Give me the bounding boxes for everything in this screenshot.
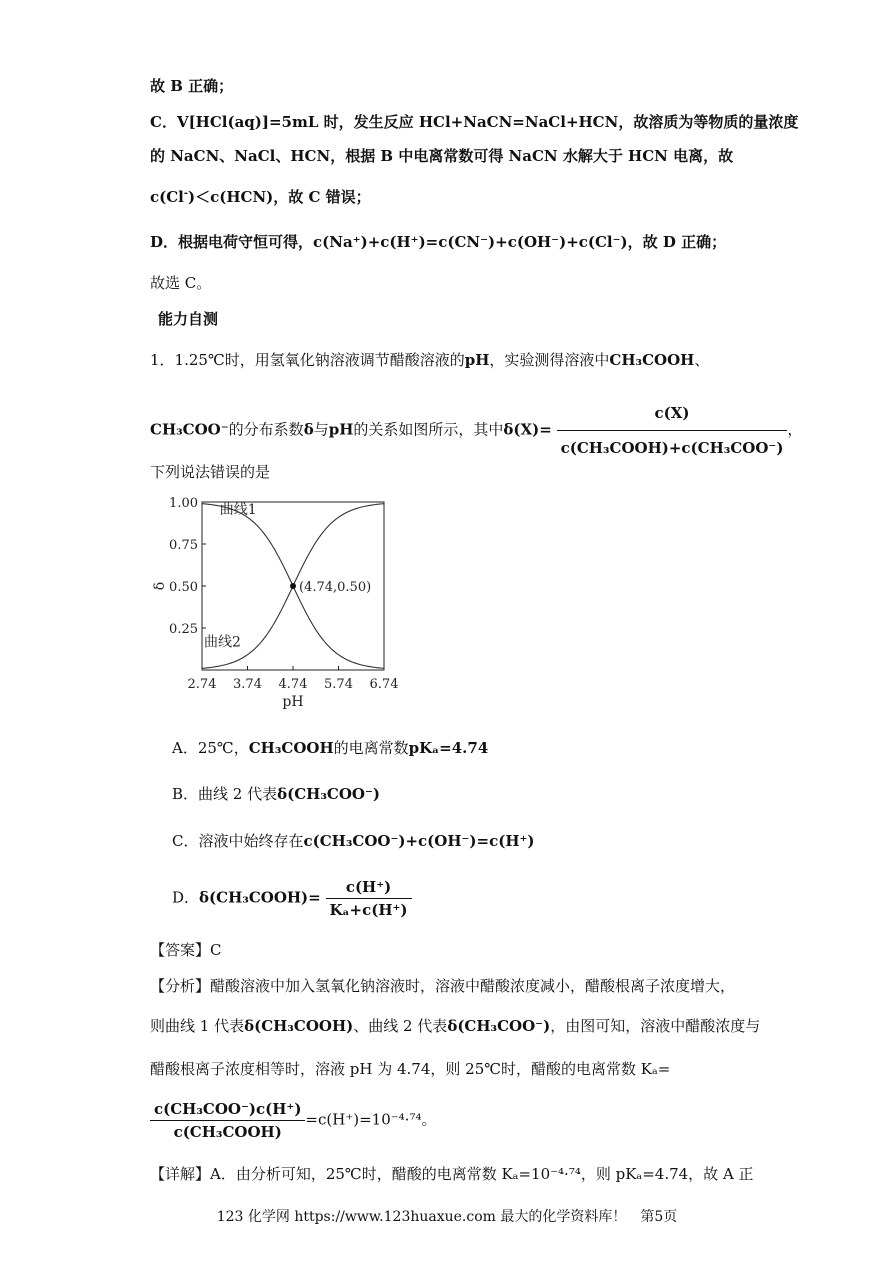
an2-a: 则曲线 1 代表 xyxy=(150,1017,245,1035)
an2-c: 、曲线 2 代表 xyxy=(353,1017,448,1035)
q1-e: 、 xyxy=(694,351,710,369)
ka-den: c(CH₃COOH) xyxy=(173,1123,282,1141)
option-b-formula: δ(CH₃COO⁻) xyxy=(277,785,380,803)
line5-tail: ，故 D 正确； xyxy=(627,233,727,251)
option-a-lead: A．25℃， xyxy=(172,739,249,757)
text-line-4 xyxy=(150,184,371,207)
text-line-2: C．V[HCl(aq)]=5mL 时，发生反应 HCl+NaCN=NaCl+HCN，故溶质为等物质的量浓度 xyxy=(150,113,799,131)
question-line-2 xyxy=(150,396,802,465)
option-d[interactable] xyxy=(172,876,412,921)
x-tick-label: 5.74 xyxy=(324,677,353,692)
x-tick-label: 2.74 xyxy=(187,677,217,692)
option-c[interactable] xyxy=(172,831,535,851)
y-tick-label: 0.75 xyxy=(169,538,198,553)
option-a-mid: 的电离常数 xyxy=(333,739,409,757)
cl-paren: (Cl xyxy=(159,188,184,206)
question-line-3: 下列说法错误的是 xyxy=(150,463,271,481)
q1-ch3cooh: CH₃COOH xyxy=(609,351,695,369)
option-d-lead: D． xyxy=(172,888,200,907)
q2-d: 与 xyxy=(313,420,329,439)
charge-balance-eq: c(Na⁺)+c(H⁺)=c(CN⁻)+c(OH⁻)+c(Cl⁻) xyxy=(313,233,628,251)
option-d-num: c(H⁺) xyxy=(326,876,412,899)
text-line-5 xyxy=(150,232,726,252)
option-a-pka: pKₐ=4.74 xyxy=(408,739,489,757)
option-d-formula: δ(CH₃COOH)= xyxy=(199,888,321,907)
answer-line: 【答案】C xyxy=(150,941,222,959)
page-footer: 123 化学网 https://www.123huaxue.com 最大的化学资料库！ 第5页 xyxy=(216,1209,678,1225)
x-tick-label: 4.74 xyxy=(278,677,308,692)
text-line-1: 故 B 正确； xyxy=(150,77,234,95)
fraction-den: c(CH₃COOH)+c(CH₃COO⁻) xyxy=(560,439,784,457)
option-d-den: Kₐ+c(H⁺) xyxy=(329,901,408,919)
analysis-line-4 xyxy=(150,1098,436,1143)
q1-a: 1．1.25℃时，用氢氧化钠溶液调节醋酸溶液的 xyxy=(150,351,465,369)
ka-value: =c(H⁺)=10⁻⁴·⁷⁴。 xyxy=(305,1110,437,1129)
question-line-1 xyxy=(150,350,709,370)
detail-line-1: 【详解】A．由分析可知，25℃时，醋酸的电离常数 Kₐ=10⁻⁴·⁷⁴，则 pKₐ=4.74，故 A 正 xyxy=(150,1165,754,1183)
y-tick-label: 0.50 xyxy=(169,580,198,595)
q1-ph: pH xyxy=(464,351,490,369)
q2-ph: pH xyxy=(328,420,354,439)
y-tick-label: 1.00 xyxy=(169,496,198,511)
ka-fraction xyxy=(150,1098,305,1143)
q2-delta-def: δ(X)= xyxy=(503,420,552,439)
analysis-line-1: 【分析】醋酸溶液中加入氢氧化钠溶液时，溶液中醋酸浓度减小，醋酸根离子浓度增大， xyxy=(150,977,736,995)
y-tick-label: 0.25 xyxy=(169,622,198,637)
option-a[interactable] xyxy=(172,738,488,758)
q2-b: 的分布系数 xyxy=(228,420,304,439)
analysis-line-3: 醋酸根离子浓度相等时，溶液 pH 为 4.74，则 25℃时，醋酸的电离常数 Kₐ= xyxy=(150,1060,671,1078)
cl-c: c xyxy=(150,188,160,206)
distribution-chart xyxy=(150,490,410,722)
distribution-fraction xyxy=(557,396,788,465)
q2-f: 的关系如图所示，其中 xyxy=(353,420,504,439)
x-axis-label: pH xyxy=(282,694,304,710)
option-c-formula: c(CH₃COO⁻)+c(OH⁻)=c(H⁺) xyxy=(303,832,535,850)
ka-num: c(CH₃COO⁻)c(H⁺) xyxy=(150,1098,305,1121)
q2-h: ， xyxy=(787,420,803,439)
option-b[interactable] xyxy=(172,784,380,804)
section-heading: 能力自测 xyxy=(158,310,219,328)
cl-minus: - xyxy=(183,188,189,199)
text-line-3: 的 NaCN、NaCl、HCN，根据 B 中电离常数可得 NaCN 水解大于 HCN 电离，故 xyxy=(150,147,734,165)
series-label-2: 曲线2 xyxy=(204,634,241,651)
an2-e: ，由图可知，溶液中醋酸浓度与 xyxy=(550,1017,761,1035)
series-label-1: 曲线1 xyxy=(219,501,257,518)
q1-c: ，实验测得溶液中 xyxy=(489,351,610,369)
line5-lead: D．根据电荷守恒可得， xyxy=(150,233,314,251)
q2-delta: δ xyxy=(303,420,314,439)
y-axis-label: δ xyxy=(152,581,168,591)
x-tick-label: 3.74 xyxy=(233,677,262,692)
x-tick-label: 6.74 xyxy=(369,677,399,692)
fraction-num: c(X) xyxy=(557,396,788,431)
intersection-point xyxy=(290,583,296,589)
option-d-fraction xyxy=(326,876,412,921)
option-b-lead: B．曲线 2 代表 xyxy=(172,785,278,803)
text-line-6: 故选 C。 xyxy=(150,274,212,292)
cl-rest: )＜c(HCN)，故 C 错误； xyxy=(188,188,371,206)
option-c-lead: C．溶液中始终存在 xyxy=(172,832,304,850)
an2-d: δ(CH₃COO⁻) xyxy=(447,1017,551,1035)
option-a-formula: CH₃COOH xyxy=(248,739,334,757)
an2-b: δ(CH₃COOH) xyxy=(244,1017,354,1035)
analysis-line-2 xyxy=(150,1016,760,1036)
intersection-annotation: (4.74,0.50) xyxy=(299,580,372,595)
q2-acetate: CH₃COO⁻ xyxy=(150,420,229,439)
